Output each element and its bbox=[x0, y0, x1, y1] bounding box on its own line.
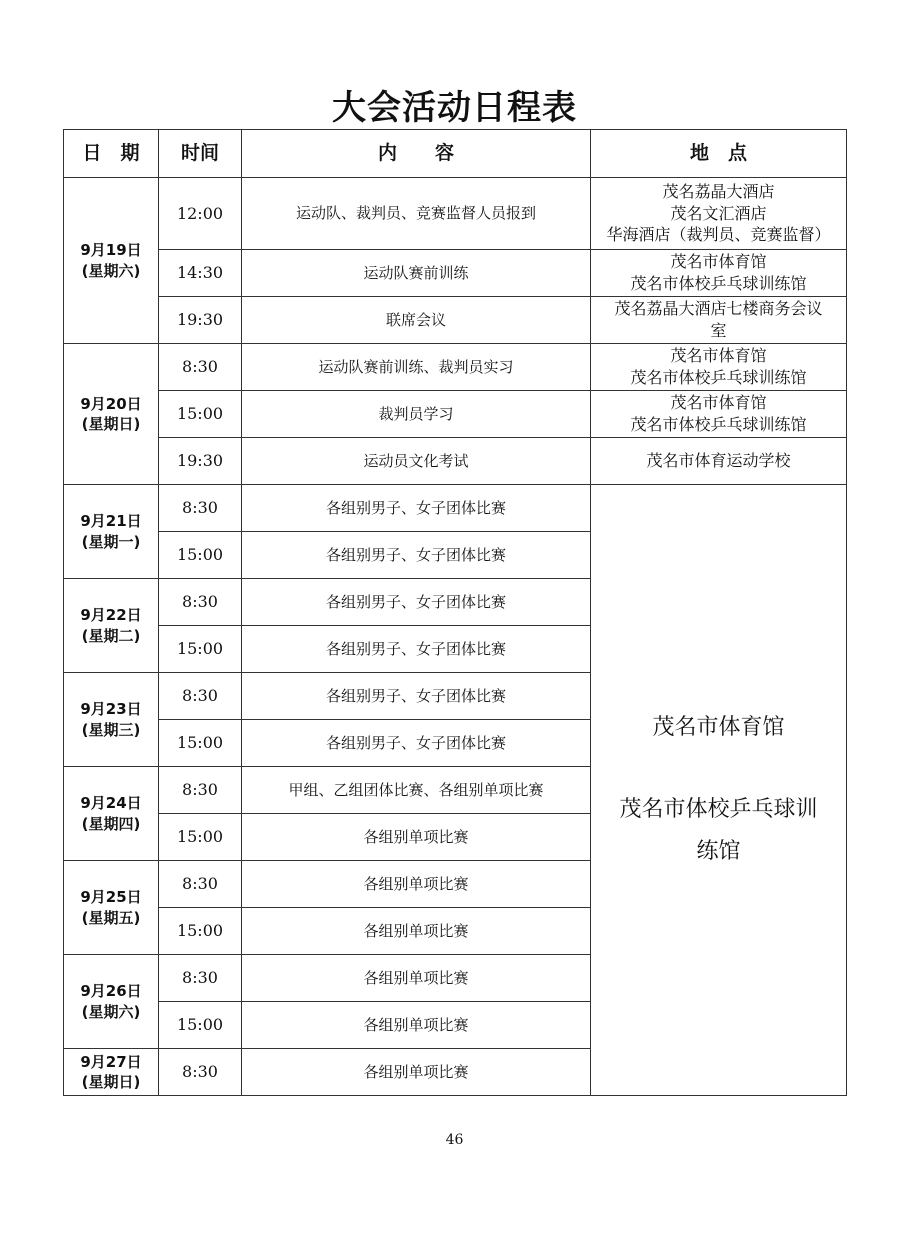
table-row bbox=[64, 344, 847, 391]
content-cell: 各组别男子、女子团体比赛 bbox=[242, 485, 591, 532]
location-cell bbox=[591, 250, 847, 297]
time-cell: 15:00 bbox=[159, 626, 242, 673]
table-row bbox=[64, 178, 847, 250]
date-cell bbox=[64, 1049, 159, 1096]
content-cell: 联席会议 bbox=[242, 297, 591, 344]
content-cell: 各组别单项比赛 bbox=[242, 955, 591, 1002]
time-cell: 15:00 bbox=[159, 532, 242, 579]
date-cell bbox=[64, 485, 159, 579]
location-cell bbox=[591, 344, 847, 391]
weekday-text: (星期五) bbox=[81, 908, 141, 927]
page-title: 大会活动日程表 bbox=[332, 88, 577, 128]
weekday-text: (星期四) bbox=[81, 814, 141, 833]
content-cell: 运动队赛前训练 bbox=[242, 250, 591, 297]
time-cell: 8:30 bbox=[159, 861, 242, 908]
location-line: 茂名市体育馆 bbox=[670, 252, 767, 272]
weekday-text: (星期六) bbox=[81, 261, 141, 280]
content-cell: 甲组、乙组团体比赛、各组别单项比赛 bbox=[242, 767, 591, 814]
time-cell: 8:30 bbox=[159, 673, 242, 720]
time-cell: 8:30 bbox=[159, 344, 242, 391]
content-cell: 各组别单项比赛 bbox=[242, 1049, 591, 1096]
content-cell: 各组别男子、女子团体比赛 bbox=[242, 673, 591, 720]
time-cell: 15:00 bbox=[159, 391, 242, 438]
content-cell: 各组别单项比赛 bbox=[242, 814, 591, 861]
header-row bbox=[64, 130, 847, 178]
shared-location-line: 茂名市体校乒乓球训 bbox=[619, 797, 818, 823]
time-cell: 15:00 bbox=[159, 814, 242, 861]
location-line: 茂名荔晶大酒店七楼商务会议 bbox=[614, 299, 823, 319]
location-line: 茂名市体校乒乓球训练馆 bbox=[630, 368, 807, 387]
content-cell: 各组别男子、女子团体比赛 bbox=[242, 579, 591, 626]
table-row bbox=[64, 391, 847, 438]
table-row bbox=[64, 297, 847, 344]
time-cell: 19:30 bbox=[159, 297, 242, 344]
schedule-table bbox=[63, 129, 847, 1096]
content-cell: 运动队、裁判员、竞赛监督人员报到 bbox=[242, 178, 591, 250]
date-cell bbox=[64, 178, 159, 344]
header-content: 内 容 bbox=[242, 130, 591, 178]
table-row bbox=[64, 438, 847, 485]
page-number: 46 bbox=[445, 1132, 464, 1148]
header-time: 时间 bbox=[159, 130, 242, 178]
time-cell: 8:30 bbox=[159, 955, 242, 1002]
time-cell: 12:00 bbox=[159, 178, 242, 250]
shared-location-line: 练馆 bbox=[696, 838, 741, 864]
content-cell: 各组别单项比赛 bbox=[242, 908, 591, 955]
weekday-text: (星期六) bbox=[81, 1002, 141, 1021]
location-cell bbox=[591, 438, 847, 485]
shared-location-spacer bbox=[591, 749, 846, 789]
content-cell: 运动队赛前训练、裁判员实习 bbox=[242, 344, 591, 391]
location-line: 茂名文汇酒店 bbox=[670, 203, 767, 223]
header-date: 日 期 bbox=[64, 130, 159, 178]
content-cell: 各组别男子、女子团体比赛 bbox=[242, 532, 591, 579]
time-cell: 15:00 bbox=[159, 908, 242, 955]
location-line: 茂名市体育馆 bbox=[670, 346, 767, 366]
date-text: 9月20日 bbox=[80, 394, 142, 413]
location-cell bbox=[591, 178, 847, 250]
date-text: 9月24日 bbox=[80, 794, 142, 813]
date-cell bbox=[64, 344, 159, 485]
date-text: 9月26日 bbox=[80, 982, 142, 1001]
content-cell: 各组别男子、女子团体比赛 bbox=[242, 626, 591, 673]
location-line: 华海酒店（裁判员、竞赛监督） bbox=[606, 225, 831, 245]
date-cell bbox=[64, 767, 159, 861]
time-cell: 19:30 bbox=[159, 438, 242, 485]
location-line: 茂名市体校乒乓球训练馆 bbox=[630, 274, 807, 293]
location-line: 室 bbox=[710, 321, 727, 340]
shared-location-cell bbox=[591, 485, 847, 1096]
content-cell: 各组别男子、女子团体比赛 bbox=[242, 720, 591, 767]
time-cell: 15:00 bbox=[159, 1002, 242, 1049]
location-line: 茂名市体育运动学校 bbox=[646, 451, 791, 471]
weekday-text: (星期二) bbox=[81, 626, 141, 645]
location-line: 茂名市体育馆 bbox=[670, 393, 767, 413]
time-cell: 8:30 bbox=[159, 579, 242, 626]
location-line: 茂名市体校乒乓球训练馆 bbox=[630, 415, 807, 434]
table-row bbox=[64, 250, 847, 297]
location-line: 茂名荔晶大酒店 bbox=[662, 182, 775, 202]
time-cell: 8:30 bbox=[159, 1049, 242, 1096]
weekday-text: (星期一) bbox=[81, 532, 141, 551]
table-row bbox=[64, 485, 847, 532]
location-cell bbox=[591, 391, 847, 438]
date-text: 9月23日 bbox=[80, 700, 142, 719]
date-text: 9月19日 bbox=[80, 241, 142, 260]
weekday-text: (星期日) bbox=[81, 415, 141, 433]
date-cell bbox=[64, 579, 159, 673]
content-cell: 运动员文化考试 bbox=[242, 438, 591, 485]
time-cell: 8:30 bbox=[159, 485, 242, 532]
time-cell: 8:30 bbox=[159, 767, 242, 814]
date-text: 9月27日 bbox=[80, 1052, 142, 1071]
date-text: 9月22日 bbox=[80, 606, 142, 625]
location-cell bbox=[591, 297, 847, 344]
content-cell: 各组别单项比赛 bbox=[242, 1002, 591, 1049]
header-location: 地 点 bbox=[591, 130, 847, 178]
date-cell bbox=[64, 955, 159, 1049]
date-text: 9月21日 bbox=[80, 512, 142, 531]
time-cell: 14:30 bbox=[159, 250, 242, 297]
shared-location-line: 茂名市体育馆 bbox=[652, 715, 785, 741]
date-text: 9月25日 bbox=[80, 888, 142, 907]
weekday-text: (星期日) bbox=[81, 1073, 141, 1091]
time-cell: 15:00 bbox=[159, 720, 242, 767]
content-cell: 裁判员学习 bbox=[242, 391, 591, 438]
content-cell: 各组别单项比赛 bbox=[242, 861, 591, 908]
weekday-text: (星期三) bbox=[81, 720, 141, 739]
date-cell bbox=[64, 673, 159, 767]
date-cell bbox=[64, 861, 159, 955]
